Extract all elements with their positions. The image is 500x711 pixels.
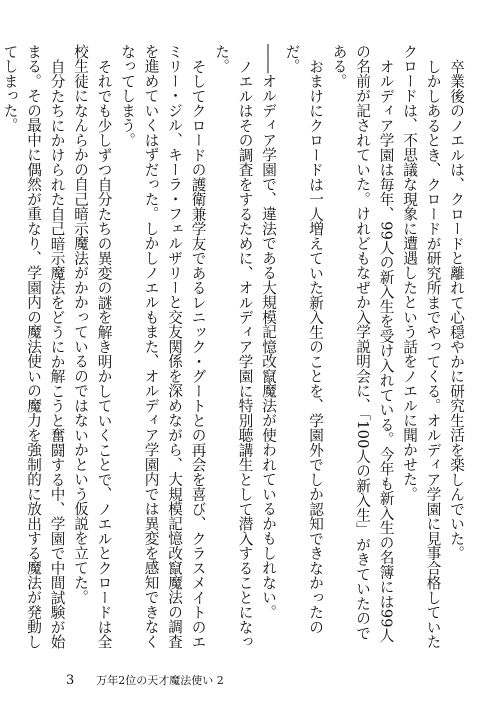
paragraph-1: 卒業後のノエルは、クロードと離れて心穏やかに研究生活を楽しんでいた。 — [448, 58, 465, 561]
page-number: 3 — [66, 673, 75, 688]
vertical-text-block — [1, 44, 468, 649]
paragraph-2: しかしあるとき、クロードが研究所までやってくる。オルディア学園に見事合格していたクロードは、不思議な現象に遭遇したという話をノエルに聞かせた。 — [401, 44, 442, 649]
paragraph-3: オルディア学園は毎年、99人の新入生を受け入れている。今年も新入生の名簿には99人の名前が記されていた。けれどもなぜか入学説明会に、「100人の新入生」がきていたのである。 — [330, 44, 395, 643]
paragraph-5: ――オルディア学園で、違法である大規模記憶改竄魔法が使われているかもしれない。 — [260, 44, 277, 620]
paragraph-6: ノエルはその調査をするために、オルディア学園に特別聴講生として潜入することになった。 — [213, 44, 254, 649]
paragraph-9: 自分たちにかけられた自己暗示魔法をどうにか解こうと奮闘する中、学園で中間試験が始まる。その最中に偶然が重なり、学園内の魔法使いの魔力を強制的に放出する魔法が発動してしまった。 — [1, 44, 66, 649]
paragraph-4: おまけにクロードは一人増えていた新入生のことを、学園外でしか認知できなかったのだ。 — [283, 44, 324, 634]
book-title: 万年2位の天才魔法使い 2 — [96, 674, 224, 687]
page-footer — [66, 672, 224, 688]
paragraph-8: それでも少しずつ自分たちの異変の謎を解き明かしていくことで、ノエルとクロードは全校生徒になんらかの自己暗示魔法がかかっているのではないかという仮説を立てた。 — [72, 44, 113, 649]
paragraph-7: そしてクロードの護衛兼学友であるレニック・グートとの再会を喜び、クラスメイトのエミリー・ジル、キーラ・フェルザリーと交友関係を深めながら、大規模記憶改竄魔法の調査を進めていくはずだった。しかしノエルもまた、オルディア学園内では異変を感知できなくなってしまう。 — [119, 44, 207, 649]
